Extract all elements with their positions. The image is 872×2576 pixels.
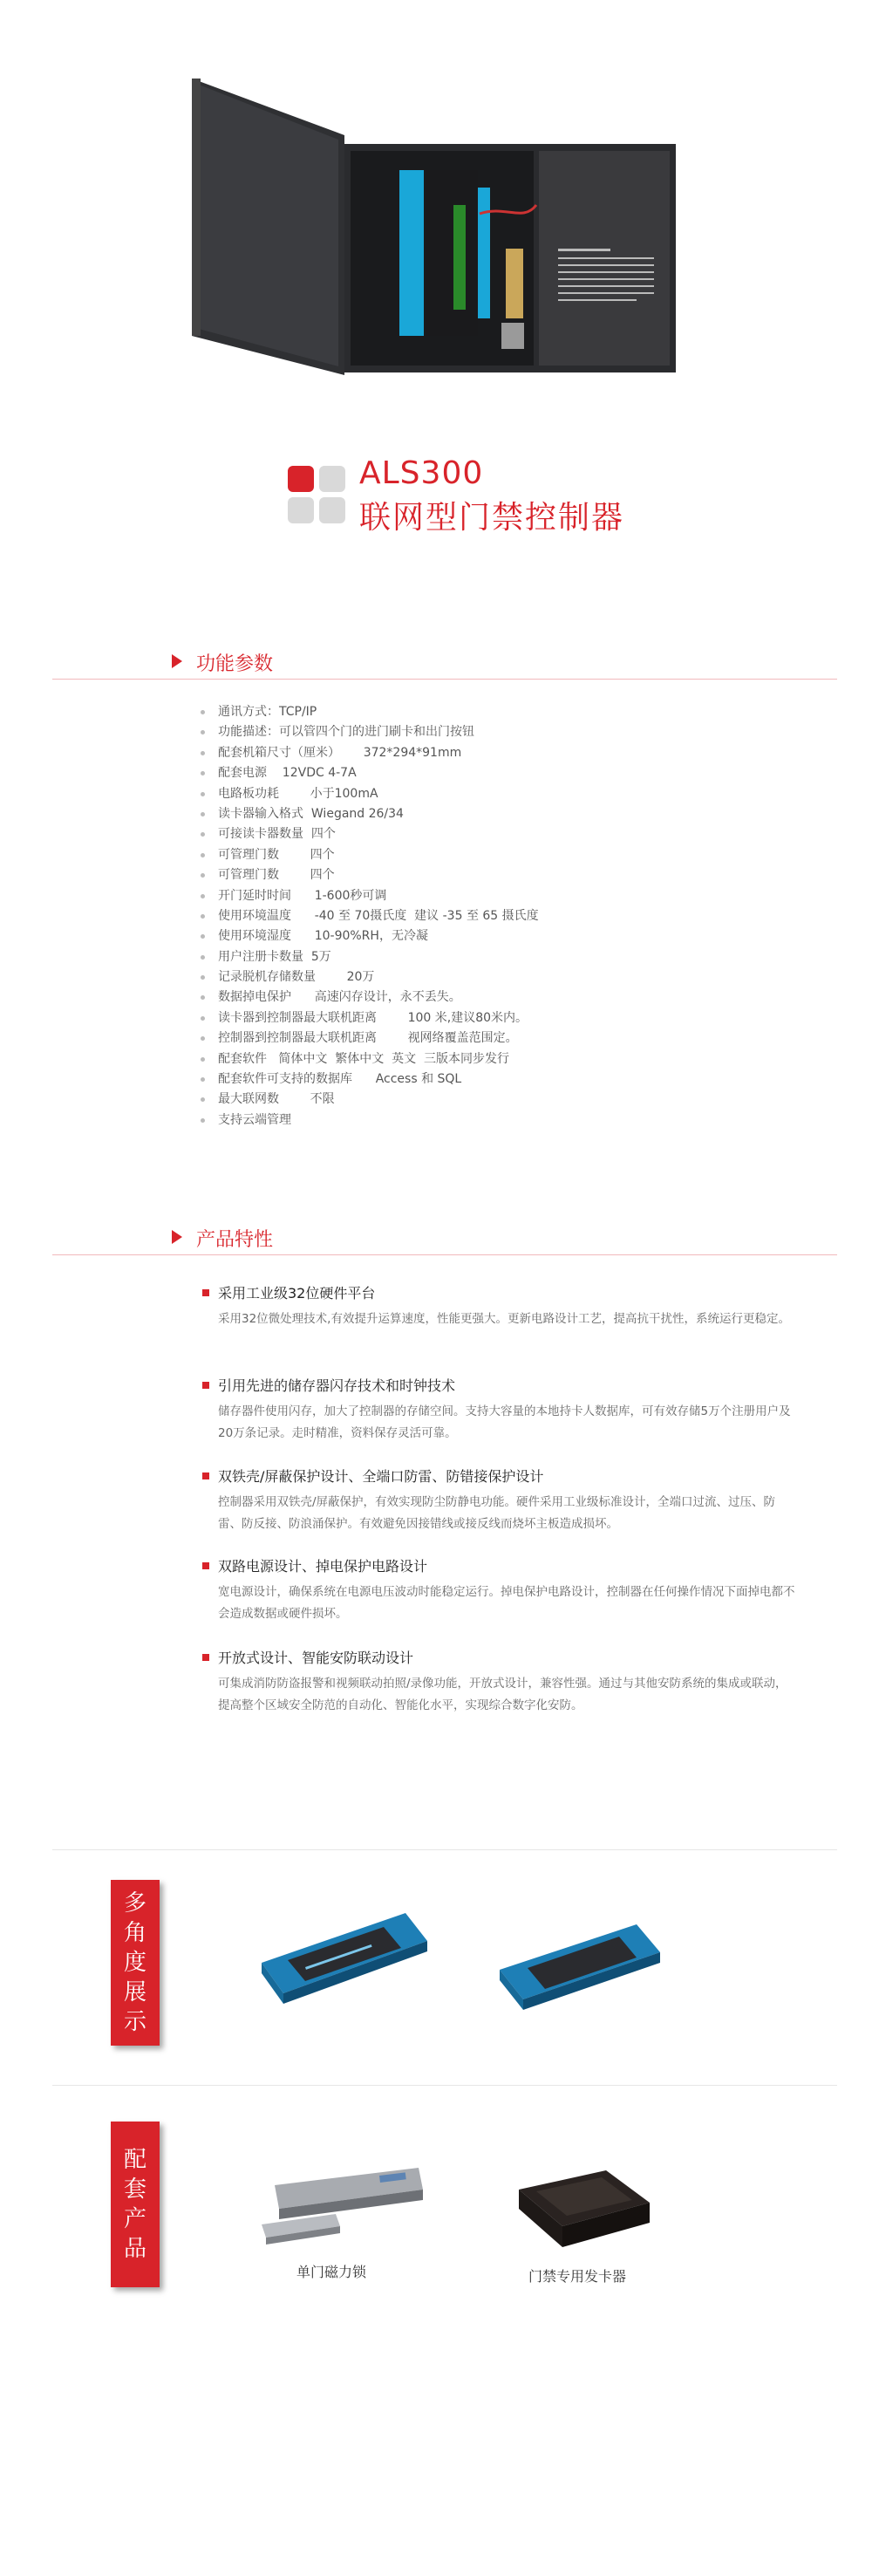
spec-item: 读卡器输入格式 Wiegand 26/34: [199, 804, 539, 824]
spec-item: 可管理门数 四个: [199, 865, 539, 885]
controller-photo-right: [493, 1919, 667, 2015]
triangle-icon: [172, 1230, 182, 1244]
spec-list: [199, 702, 539, 1131]
spec-item: 配套电源 12VDC 4-7A: [199, 763, 539, 783]
logo-square-gray: [319, 466, 345, 492]
spec-item: 使用环境湿度 10-90%RH，无冷凝: [199, 926, 539, 946]
divider: [52, 1849, 837, 1850]
feature-body: 宽电源设计，确保系统在电源电压波动时能稳定运行。掉电保护电路设计，控制器在任何操作情况下面掉电都不会造成数据或硬件损坏。: [218, 1585, 795, 1621]
feature-item: [202, 1467, 795, 1535]
cabinet-photo: [192, 74, 680, 375]
spec-item: 读卡器到控制器最大联机距离 100 米,建议80米内。: [199, 1008, 539, 1028]
specs-heading: 功能参数: [196, 653, 274, 675]
controller-photo-left: [253, 1906, 436, 2015]
spec-item: 可管理门数 四个: [199, 845, 539, 865]
divider: [52, 2085, 837, 2086]
feature-item: [202, 1284, 795, 1330]
specs-header: [52, 644, 837, 680]
accessory-caption: 单门磁力锁: [296, 2264, 366, 2280]
triangle-icon: [172, 654, 182, 668]
feature-title: 双路电源设计、掉电保护电路设计: [202, 1557, 795, 1576]
spec-item: 配套软件 简体中文 繁体中文 英文 三版本同步发行: [199, 1049, 539, 1069]
feature-body: 储存器件使用闪存，加大了控制器的存储空间。支持大容量的本地持卡人数据库，可有效存储5万个注册用户及20万条记录。走时精准，资料保存灵活可靠。: [218, 1404, 791, 1440]
product-name: 联网型门禁控制器: [359, 500, 625, 536]
features-header: [52, 1220, 837, 1255]
features-heading: 产品特性: [196, 1229, 274, 1251]
feature-body: 控制器采用双铁壳/屏蔽保护，有效实现防尘防静电功能。硬件采用工业级标准设计，全端口过流、过压、防雷、防反接、防浪涌保护。有效避免因接错线或接反线而烧坏主板造成损坏。: [218, 1495, 776, 1531]
logo-square-gray: [319, 497, 345, 523]
card-issuer-photo: [501, 2155, 658, 2251]
logo-square-red: [288, 466, 314, 492]
feature-item: [202, 1649, 795, 1717]
spec-item: 功能描述：可以管四个门的进门刷卡和出门按钮: [199, 722, 539, 742]
spec-item: 支持云端管理: [199, 1110, 539, 1131]
product-model: ALS300: [359, 455, 484, 491]
feature-title: 双铁壳/屏蔽保护设计、全端口防雷、防错接保护设计: [202, 1467, 795, 1486]
feature-title: 开放式设计、智能安防联动设计: [202, 1649, 795, 1668]
feature-title: 引用先进的储存器闪存技术和时钟技术: [202, 1377, 795, 1396]
spec-item: 最大联网数 不限: [199, 1090, 539, 1110]
feature-item: [202, 1557, 795, 1625]
spec-item: 配套机箱尺寸（厘米） 372*294*91mm: [199, 743, 539, 763]
feature-title: 采用工业级32位硬件平台: [202, 1284, 795, 1303]
spec-item: 使用环境温度 -40 至 70摄氏度 建议 -35 至 65 摄氏度: [199, 906, 539, 926]
accessory-caption: 门禁专用发卡器: [528, 2268, 626, 2285]
angles-label: 多 角 度 展 示: [111, 1880, 160, 2046]
spec-item: 控制器到控制器最大联机距离 视网络覆盖范围定。: [199, 1028, 539, 1049]
logo-square-gray: [288, 497, 314, 523]
feature-body: 采用32位微处理技术,有效提升运算速度，性能更强大。更新电路设计工艺，提高抗干扰性，系统运行更稳定。: [218, 1312, 790, 1326]
feature-body: 可集成消防防盗报警和视频联动拍照/录像功能，开放式设计，兼容性强。通过与其他安防系统的集成或联动，提高整个区域安全防范的自动化、智能化水平，实现综合数字化安防。: [218, 1677, 787, 1712]
spec-item: 通讯方式：TCP/IP: [199, 702, 539, 722]
feature-item: [202, 1377, 795, 1445]
maglock-photo: [257, 2163, 432, 2251]
spec-item: 开门延时时间 1-600秒可调: [199, 886, 539, 906]
spec-item: 配套软件可支持的数据库 Access 和 SQL: [199, 1069, 539, 1090]
spec-item: 数据掉电保护 高速闪存设计，永不丢失。: [199, 987, 539, 1008]
spec-item: 可接读卡器数量 四个: [199, 824, 539, 844]
spec-item: 电路板功耗 小于100mA: [199, 784, 539, 804]
spec-item: 用户注册卡数量 5万: [199, 947, 539, 967]
spec-item: 记录脱机存储数量 20万: [199, 967, 539, 987]
accessories-label: 配 套 产 品: [111, 2122, 160, 2287]
